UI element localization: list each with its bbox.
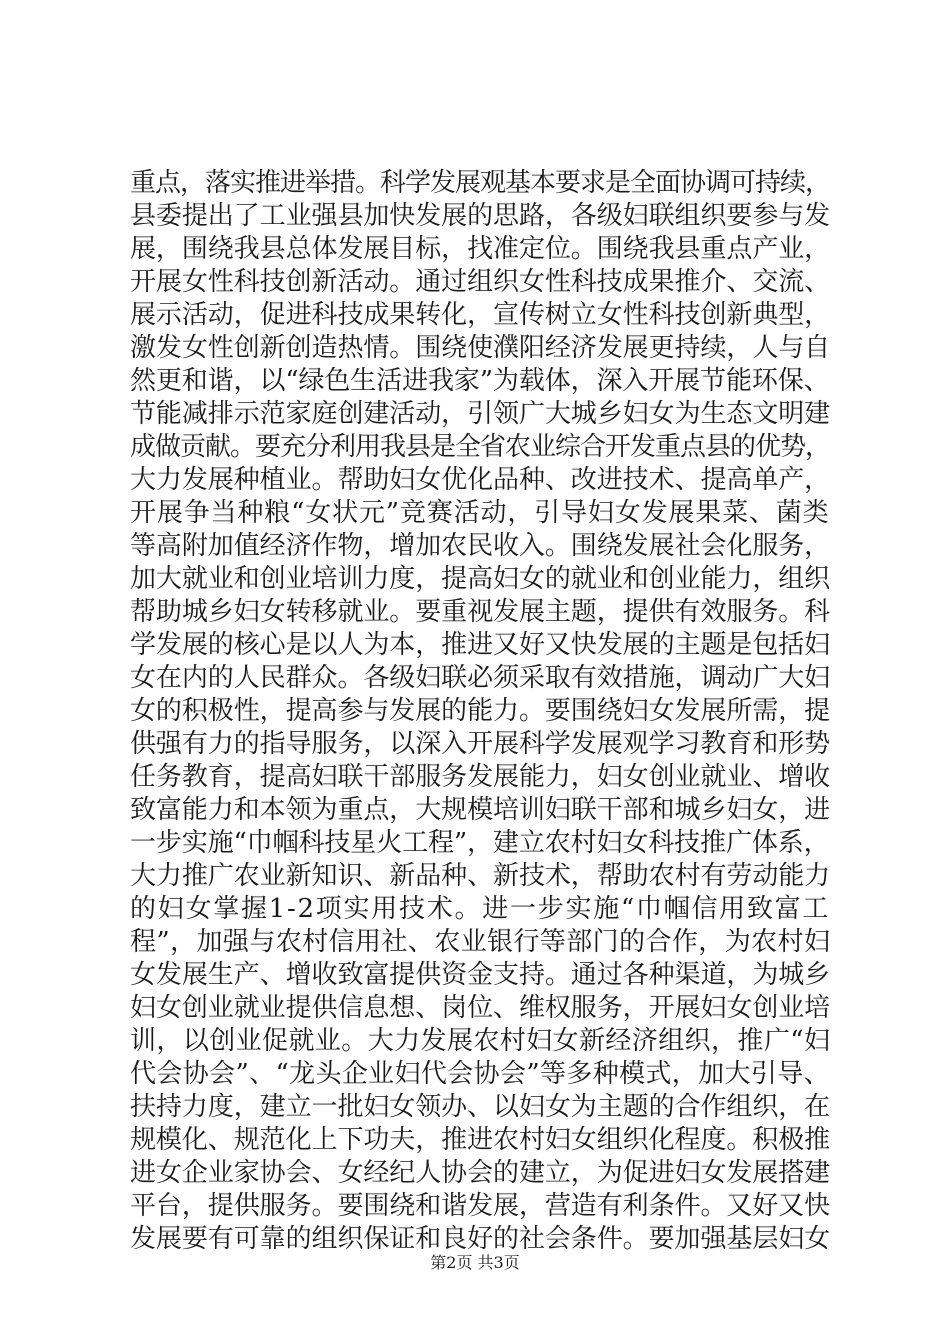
text-line: 女发展生产、增收致富提供资金支持。通过各种渠道，为城乡 [130,960,831,990]
text-line: 大力发展种植业。帮助妇女优化品种、改进技术、提高单产， [130,465,831,495]
text-line: 县委提出了工业强县加快发展的思路，各级妇联组织要参与发 [130,201,831,231]
text-line: 程”，加强与农村信用社、农业银行等部门的合作，为农村妇 [130,927,831,957]
text-line: 训，以创业促就业。大力发展农村妇女新经济组织，推广“妇 [130,1026,831,1056]
text-line: 代会协会”、“龙头企业妇代会协会”等多种模式，加大引导、 [130,1059,830,1089]
page-footer: 第2页 共3页 [430,1253,520,1272]
text-line: 平台，提供服务。要围绕和谐发展，营造有利条件。又好又快 [130,1191,831,1221]
text-line: 女在内的人民群众。各级妇联必须采取有效措施，调动广大妇 [130,663,831,693]
body-text [130,167,830,1256]
text-line: 然更和谐，以“绿色生活进我家”为载体，深入开展节能环保、 [130,366,830,396]
text-line: 发展要有可靠的组织保证和良好的社会条件。要加强基层妇女 [130,1224,831,1254]
text-line: 致富能力和本领为重点，大规模培训妇联干部和城乡妇女，进 [130,795,831,825]
text-line: 女的积极性，提高参与发展的能力。要围绕妇女发展所需，提 [130,696,831,726]
text-line: 重点，落实推进举措。科学发展观基本要求是全面协调可持续， [130,168,831,198]
text-line: 等高附加值经济作物，增加农民收入。围绕发展社会化服务， [130,531,831,561]
text-line: 成做贡献。要充分利用我县是全省农业综合开发重点县的优势， [130,432,831,462]
text-line: 开展女性科技创新活动。通过组织女性科技成果推介、交流、 [130,267,831,297]
text-line: 进女企业家协会、女经纪人协会的建立，为促进妇女发展搭建 [130,1158,831,1188]
text-line: 任务教育，提高妇联干部服务发展能力，妇女创业就业、增收 [130,762,831,792]
text-line: 一步实施“巾帼科技星火工程”，建立农村妇女科技推广体系， [130,828,830,858]
text-line: 的妇女掌握1-2项实用技术。进一步实施“巾帼信用致富工 [130,894,831,924]
text-line: 节能减排示范家庭创建活动，引领广大城乡妇女为生态文明建 [130,399,831,429]
text-line: 开展争当种粮“女状元”竞赛活动，引导妇女发展果菜、菌类 [130,498,830,528]
text-line: 帮助城乡妇女转移就业。要重视发展主题，提供有效服务。科 [130,597,831,627]
text-line: 供强有力的指导服务，以深入开展科学发展观学习教育和形势 [130,729,831,759]
text-line: 展，围绕我县总体发展目标，找准定位。围绕我县重点产业， [130,234,831,264]
text-line: 扶持力度，建立一批妇女领办、以妇女为主题的合作组织，在 [130,1092,831,1122]
text-line: 学发展的核心是以人为本，推进又好又快发展的主题是包括妇 [130,630,831,660]
text-line: 妇女创业就业提供信息想、岗位、维权服务，开展妇女创业培 [130,993,831,1023]
text-line: 规模化、规范化上下功夫，推进农村妇女组织化程度。积极推 [130,1125,831,1155]
text-line: 展示活动，促进科技成果转化，宣传树立女性科技创新典型， [130,300,831,330]
text-line: 激发女性创新创造热情。围绕使濮阳经济发展更持续，人与自 [130,333,831,363]
text-line: 大力推广农业新知识、新品种、新技术，帮助农村有劳动能力 [130,861,831,891]
text-line: 加大就业和创业培训力度，提高妇女的就业和创业能力，组织 [130,564,831,594]
